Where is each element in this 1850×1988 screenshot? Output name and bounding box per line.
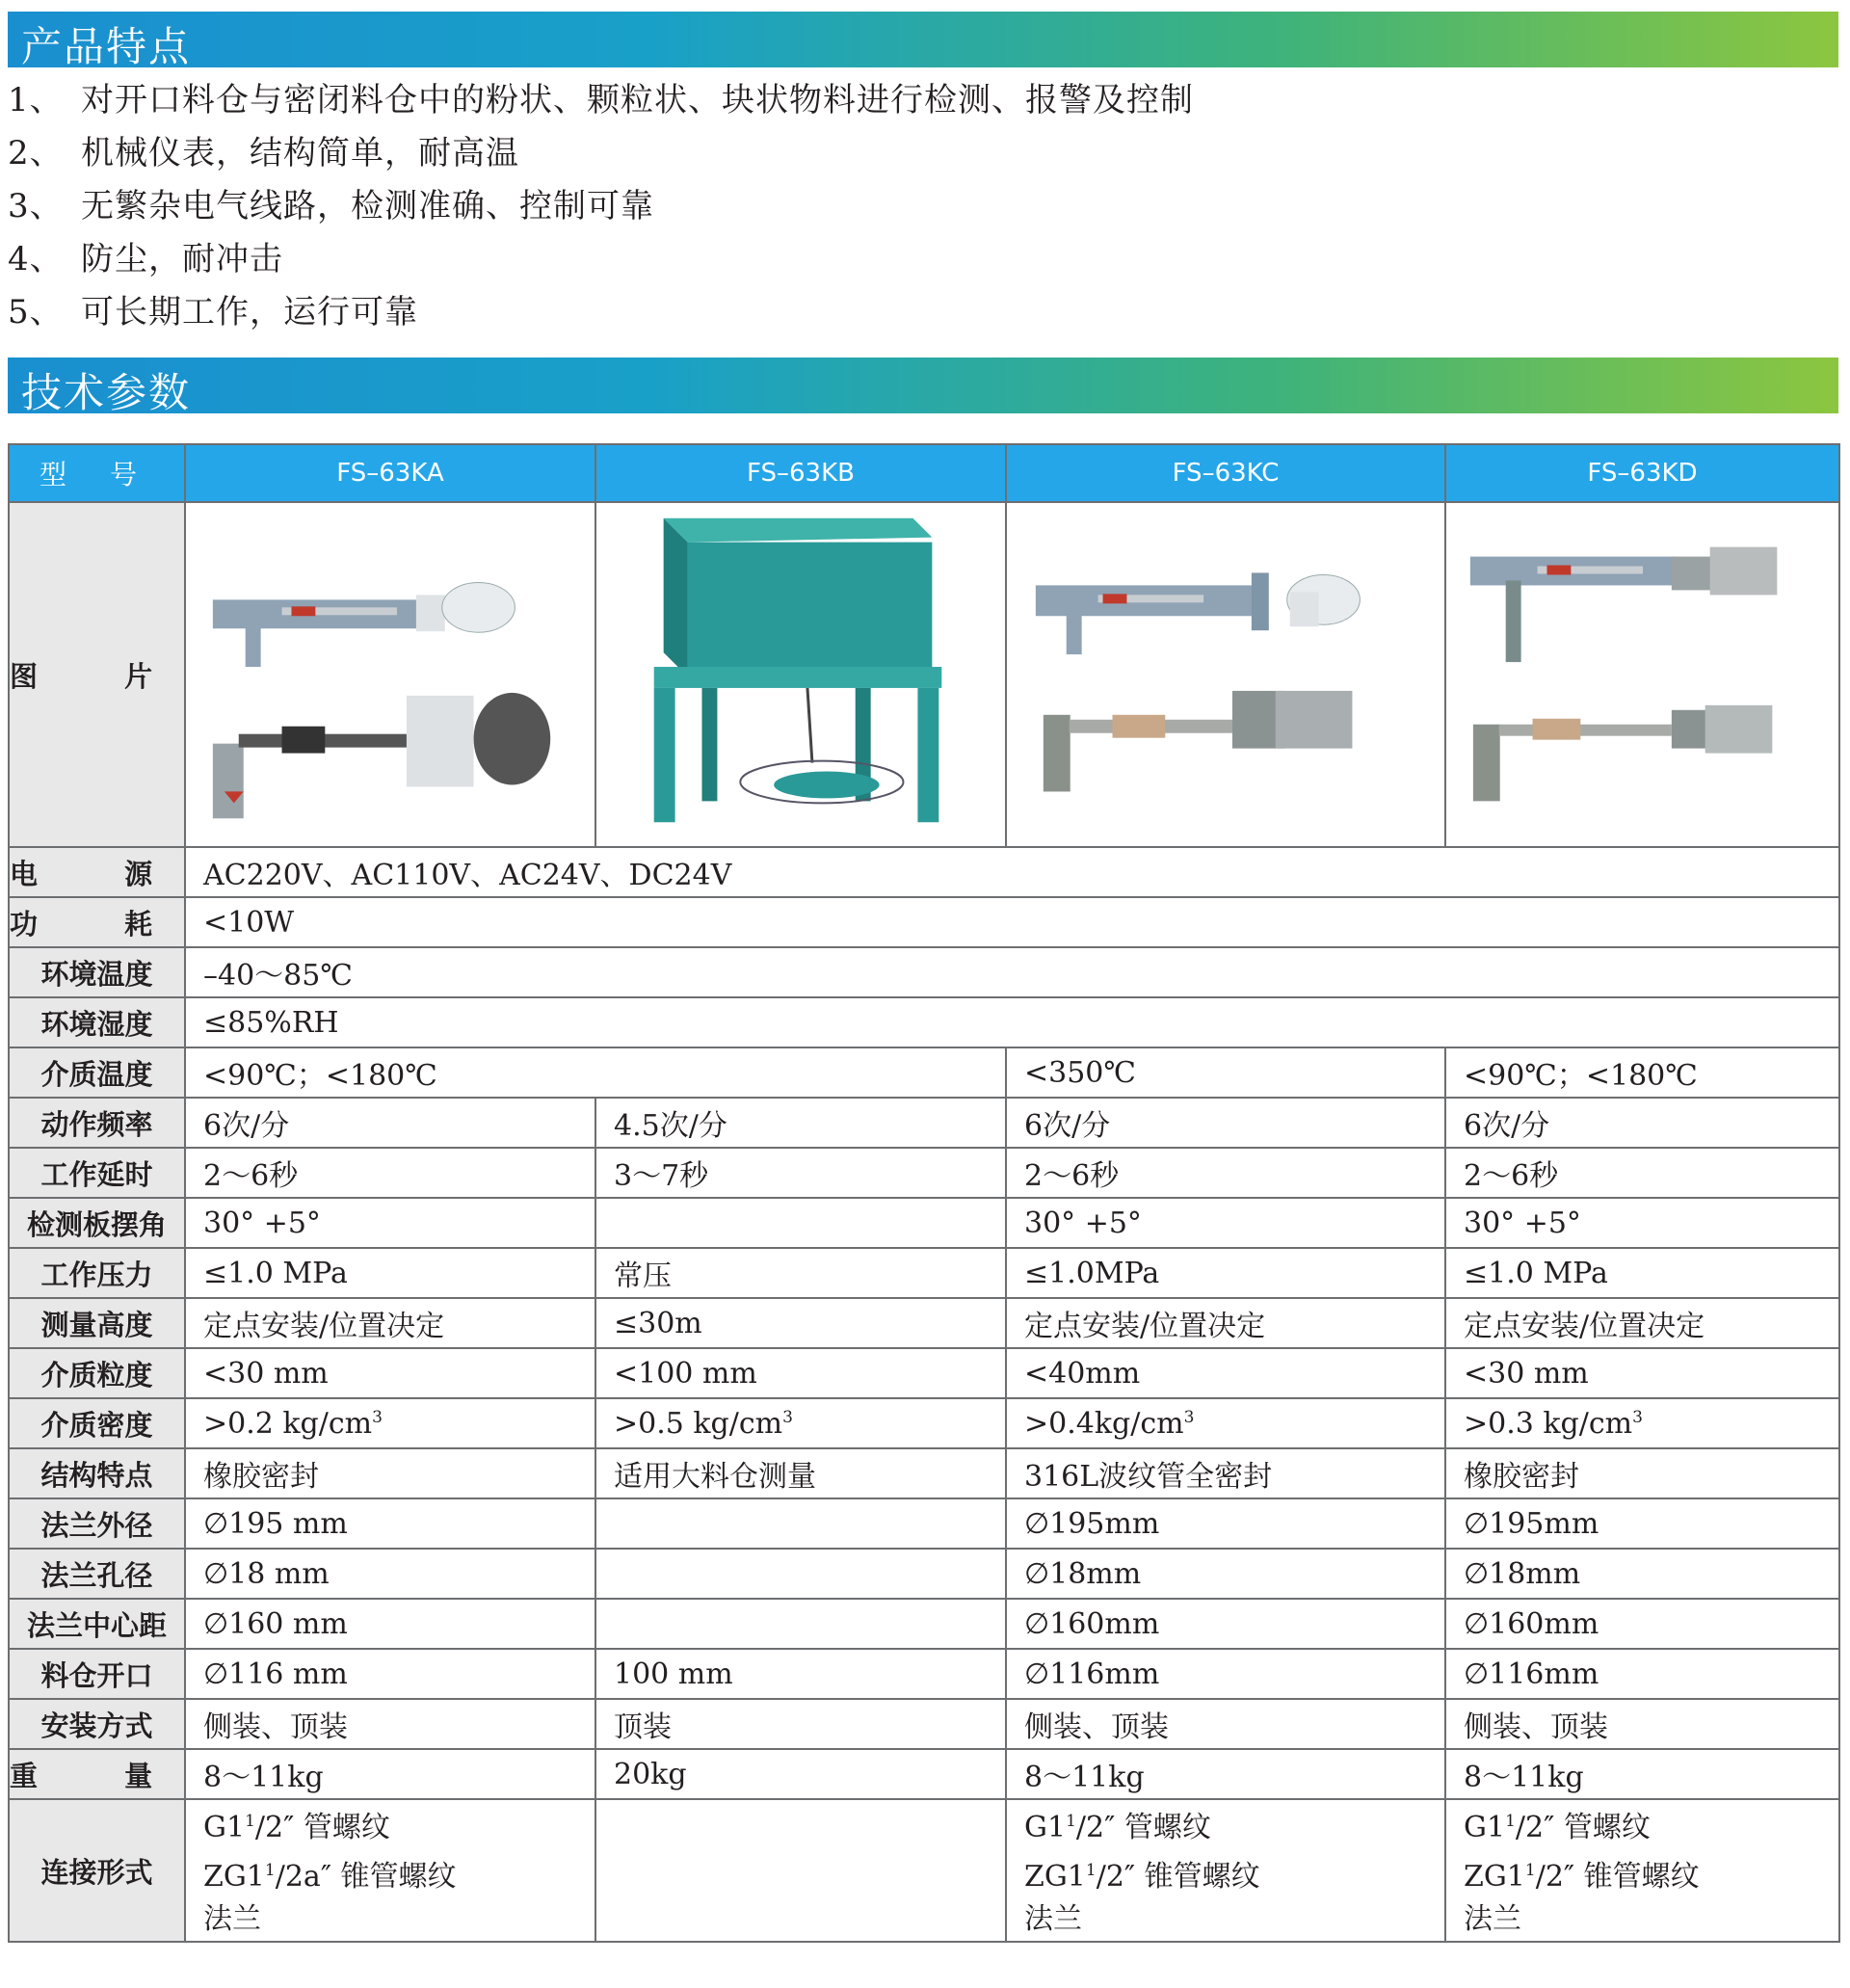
row-label: 测量高度 <box>9 1298 185 1348</box>
row-label: 工作压力 <box>9 1248 185 1298</box>
cell-value: <100 mm <box>595 1348 1006 1398</box>
specs-title: 技术参数 <box>21 369 192 416</box>
cell-value: <350℃ <box>1006 1047 1445 1098</box>
row-label: 结构特点 <box>9 1448 185 1498</box>
cell-value: ∅195mm <box>1445 1498 1839 1549</box>
cell-value: ∅18 mm <box>185 1549 595 1599</box>
picture-label: 图 片 <box>9 502 185 847</box>
cell-value: ∅195 mm <box>185 1498 595 1549</box>
model-kd: FS–63KD <box>1445 444 1839 502</box>
row-label: 连接形式 <box>9 1799 185 1942</box>
level-switch-kb-image <box>596 503 1005 842</box>
row-label: 料仓开口 <box>9 1649 185 1699</box>
cell-value: 侧装、顶装 <box>1006 1699 1445 1749</box>
cell-value: 6次/分 <box>185 1098 595 1148</box>
spec-row <box>9 1549 1839 1599</box>
row-label: 工作延时 <box>9 1148 185 1198</box>
cell-value: 橡胶密封 <box>1445 1448 1839 1498</box>
connection-row <box>9 1799 1839 1942</box>
spec-row <box>9 1098 1839 1148</box>
feature-item: 3、 无繁杂电气线路，检测准确、控制可靠 <box>8 187 654 225</box>
cell-value <box>595 1599 1006 1649</box>
cell-value: 8～11kg <box>1445 1749 1839 1799</box>
cell-value: <30 mm <box>185 1348 595 1398</box>
cell-value: 顶装 <box>595 1699 1006 1749</box>
spec-row <box>9 897 1839 947</box>
row-label: 功 耗 <box>9 897 185 947</box>
connection-kc: $G1^1/2''$ 管螺纹 $ZG1^1/2''$ 锥管螺纹 法兰 <box>1006 1799 1445 1942</box>
cell-value: 橡胶密封 <box>185 1448 595 1498</box>
spec-row <box>9 1498 1839 1549</box>
spec-row-density <box>9 1398 1839 1448</box>
cell-value: 4.5次/分 <box>595 1098 1006 1148</box>
product-image-kd <box>1445 502 1839 847</box>
cell-value: <10W <box>185 897 1839 947</box>
cell-value: ∅116mm <box>1006 1649 1445 1699</box>
cell-value <box>595 1198 1006 1248</box>
spec-row <box>9 1348 1839 1398</box>
level-switch-kc-image <box>1007 503 1444 842</box>
cell-value: 侧装、顶装 <box>1445 1699 1839 1749</box>
cell-value: <90℃；<180℃ <box>185 1047 1006 1098</box>
spec-row <box>9 1047 1839 1098</box>
product-image-kb <box>595 502 1006 847</box>
row-label: 电 源 <box>9 847 185 897</box>
cell-value: 30° +5° <box>1445 1198 1839 1248</box>
cell-value: 316L波纹管全密封 <box>1006 1448 1445 1498</box>
cell-value: 2～6秒 <box>1445 1148 1839 1198</box>
cell-value: >0.2 $kg/cm^3$ <box>185 1398 595 1448</box>
model-kb: FS–63KB <box>595 444 1006 502</box>
cell-value: ≤1.0 MPa <box>1445 1248 1839 1298</box>
cell-value: 30° +5° <box>185 1198 595 1248</box>
cell-value: 2～6秒 <box>1006 1148 1445 1198</box>
cell-value: 定点安装/位置决定 <box>185 1298 595 1348</box>
connection-kd: $G1^1/2''$ 管螺纹 $ZG1^1/2''$ 锥管螺纹 法兰 <box>1445 1799 1839 1942</box>
cell-value: 20kg <box>595 1749 1006 1799</box>
product-image-ka <box>185 502 595 847</box>
spec-row <box>9 1599 1839 1649</box>
cell-value: 30° +5° <box>1006 1198 1445 1248</box>
feature-item: 4、 防尘，耐冲击 <box>8 240 283 278</box>
spec-table <box>8 443 1840 1943</box>
spec-row <box>9 1649 1839 1699</box>
spec-row <box>9 1699 1839 1749</box>
cell-value: 常压 <box>595 1248 1006 1298</box>
row-label: 法兰孔径 <box>9 1549 185 1599</box>
cell-value: 6次/分 <box>1445 1098 1839 1148</box>
cell-value: ∅160mm <box>1006 1599 1445 1649</box>
cell-value: >0.5 $kg/cm^3$ <box>595 1398 1006 1448</box>
cell-value: 8～11kg <box>185 1749 595 1799</box>
feature-item: 5、 可长期工作，运行可靠 <box>8 293 418 331</box>
cell-value: 100 mm <box>595 1649 1006 1699</box>
cell-value: ∅160 mm <box>185 1599 595 1649</box>
cell-value: 3～7秒 <box>595 1148 1006 1198</box>
specs-title-bar <box>8 358 1838 416</box>
spec-row <box>9 1248 1839 1298</box>
spec-row <box>9 1198 1839 1248</box>
cell-value: 8～11kg <box>1006 1749 1445 1799</box>
row-label: 介质密度 <box>9 1398 185 1448</box>
cell-value: 定点安装/位置决定 <box>1445 1298 1839 1348</box>
row-label: 检测板摆角 <box>9 1198 185 1248</box>
model-kc: FS–63KC <box>1006 444 1445 502</box>
cell-value: ∅116 mm <box>185 1649 595 1699</box>
spec-row <box>9 1298 1839 1348</box>
cell-value: <30 mm <box>1445 1348 1839 1398</box>
level-switch-kd-image <box>1446 503 1838 842</box>
cell-value: ∅116mm <box>1445 1649 1839 1699</box>
model-header-label: 型 号 <box>9 444 185 502</box>
cell-value: AC220V、AC110V、AC24V、DC24V <box>185 847 1839 897</box>
cell-value: ≤1.0 MPa <box>185 1248 595 1298</box>
feature-item: 2、 机械仪表，结构简单，耐高温 <box>8 134 519 172</box>
cell-value: ∅195mm <box>1006 1498 1445 1549</box>
spec-row <box>9 1749 1839 1799</box>
cell-value: ∅18mm <box>1006 1549 1445 1599</box>
cell-value: <40mm <box>1006 1348 1445 1398</box>
cell-value <box>595 1549 1006 1599</box>
feature-item: 1、 对开口料仓与密闭料仓中的粉状、颗粒状、块状物料进行检测、报警及控制 <box>8 81 1194 119</box>
cell-value: ≤85%RH <box>185 997 1839 1047</box>
cell-value: ≤1.0MPa <box>1006 1248 1445 1298</box>
row-label: 安装方式 <box>9 1699 185 1749</box>
row-label: 法兰中心距 <box>9 1599 185 1649</box>
row-label: 环境湿度 <box>9 997 185 1047</box>
row-label: 重 量 <box>9 1749 185 1799</box>
connection-kb <box>595 1799 1006 1942</box>
cell-value: ∅160mm <box>1445 1599 1839 1649</box>
row-label: 法兰外径 <box>9 1498 185 1549</box>
level-switch-ka-image <box>186 503 595 842</box>
row-label: 动作频率 <box>9 1098 185 1148</box>
header-row <box>9 444 1839 502</box>
cell-value: 2～6秒 <box>185 1148 595 1198</box>
spec-row <box>9 997 1839 1047</box>
features-title: 产品特点 <box>21 23 192 70</box>
cell-value: >0.3 $kg/cm^3$ <box>1445 1398 1839 1448</box>
cell-value: <90℃；<180℃ <box>1445 1047 1839 1098</box>
cell-value: $>0.4kg/cm^3$ <box>1006 1398 1445 1448</box>
features-title-bar <box>8 12 1838 70</box>
cell-value: 定点安装/位置决定 <box>1006 1298 1445 1348</box>
row-label: 环境温度 <box>9 947 185 997</box>
cell-value: ≤30m <box>595 1298 1006 1348</box>
spec-row <box>9 847 1839 897</box>
cell-value: ∅18mm <box>1445 1549 1839 1599</box>
spec-row <box>9 1448 1839 1498</box>
product-image-kc <box>1006 502 1445 847</box>
cell-value: 适用大料仓测量 <box>595 1448 1006 1498</box>
row-label: 介质粒度 <box>9 1348 185 1398</box>
picture-row <box>9 502 1839 847</box>
connection-ka: $G1^1/2''$ 管螺纹 $ZG1^1/2a''$ 锥管螺纹 法兰 <box>185 1799 595 1942</box>
cell-value: –40～85℃ <box>185 947 1839 997</box>
spec-row <box>9 1148 1839 1198</box>
spec-row <box>9 947 1839 997</box>
cell-value <box>595 1498 1006 1549</box>
cell-value: 6次/分 <box>1006 1098 1445 1148</box>
row-label: 介质温度 <box>9 1047 185 1098</box>
model-ka: FS–63KA <box>185 444 595 502</box>
cell-value: 侧装、顶装 <box>185 1699 595 1749</box>
